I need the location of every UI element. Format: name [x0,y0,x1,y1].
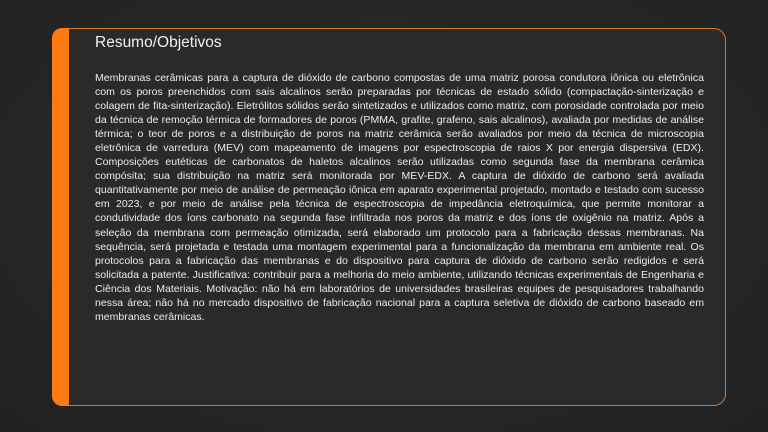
slide-title: Resumo/Objetivos [95,34,222,51]
body-paragraph: Membranas cerâmicas para a captura de dióxido de carbono compostas de uma matriz porosa condutora iônica ou eletrônica com os poros preenchidos com sais alcalinos serão preparadas por técnicas de estado sólido (compactação-sinterização e colagem de fita-sinterização). Eletrólitos sólidos serão sintetizados e utilizados como matriz, com porosidade controlada por meio da técnica de remoção térmica de formadores de poros (PMMA, grafite, grafeno, sais alcalinos), avaliada por medidas de análise térmica; o teor de poros e a distribuição de poros na matriz cerâmica serão avaliados por meio da técnica de microscopia eletrônica de varredura (MEV) com mapeamento de imagens por espectroscopia de raios X por energia dispersiva (EDX). Composições eutéticas de carbonatos de haletos alcalinos serão utilizadas como segunda fase da membrana cerâmica compósita; sua distribuição na matriz será monitorada por MEV-EDX. A captura de dióxido de carbono será avaliada quantitativamente por meio de análise de permeação iônica em aparato experimental projetado, montado e testado com sucesso em 2023, e por meio de análise pela técnica de espectroscopia de impedância eletroquímica, que permite monitorar a condutividade dos íons carbonato na segunda fase infiltrada nos poros da matriz e dos íons de oxigênio na matriz. Após a seleção da membrana com permeação otimizada, será elaborado um protocolo para a fabricação dessas membranas. Na sequência, será projetada e testada uma montagem experimental para a funcionalização da membrana em ambiente real. Os protocolos para a fabricação das membranas e do dispositivo para captura de dióxido de carbono serão redigidos e será solicitada a patente. Justificativa: contribuir para a melhoria do meio ambiente, utilizando técnicas experimentais de Engenharia e Ciência dos Materiais. Motivação: não há em laboratórios de universidades brasileiras equipes de pesquisadores trabalhando nessa área; não há no mercado dispositivo de fabricação nacional para a captura seletiva de dióxido de carbono baseado em membranas cerâmicas. [95,72,704,323]
accent-bar [52,28,69,406]
